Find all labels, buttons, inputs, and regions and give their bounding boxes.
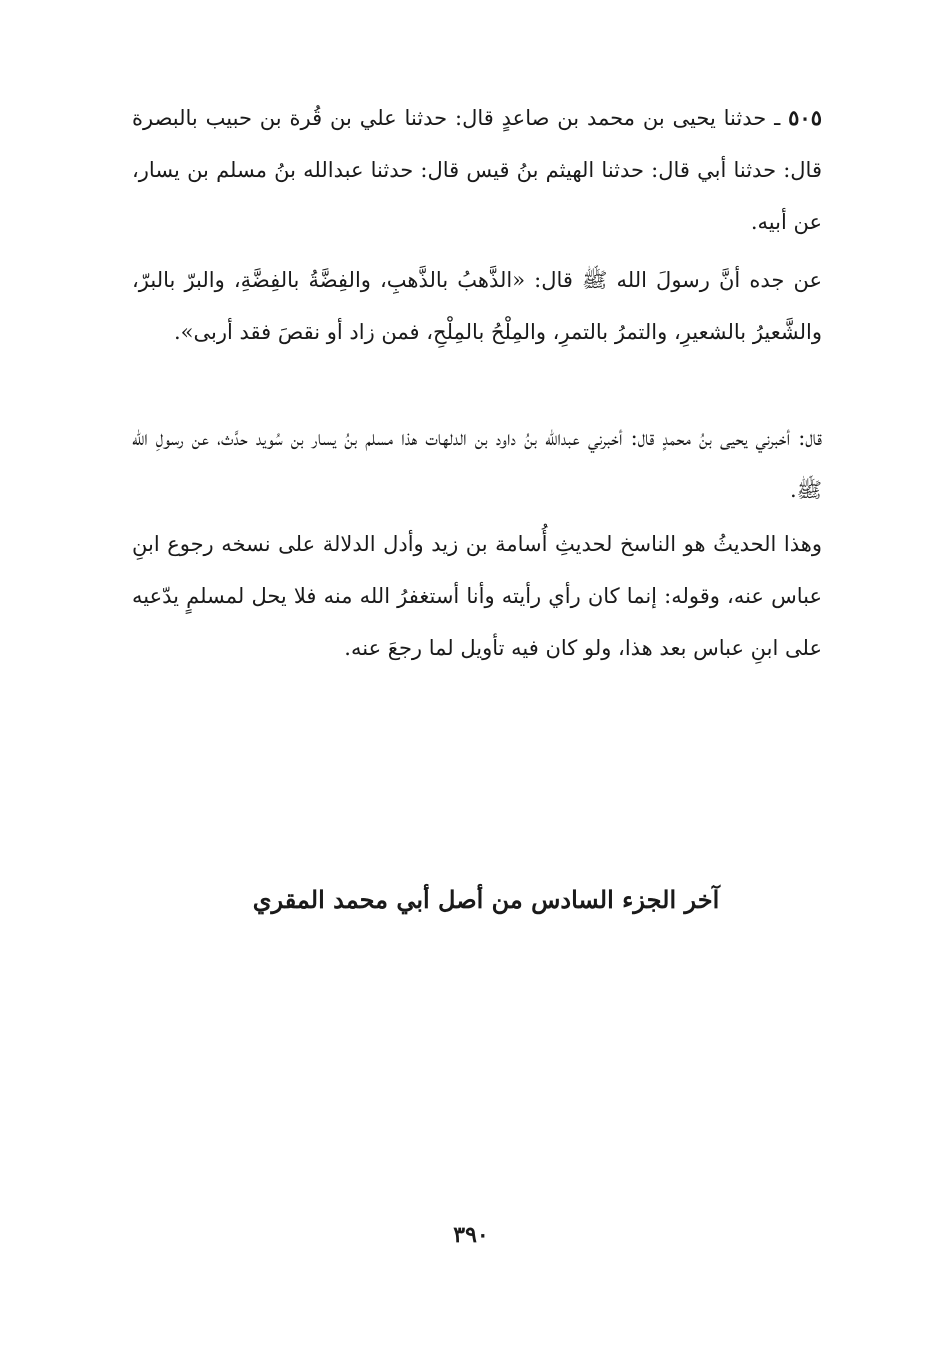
- paragraph-1-text: ـ حدثنا يحيى بن محمد بن صاعدٍ قال: حدثنا علي بن قُرة بن حبيب بالبصرة قال: حدثنا أبي قال: حدثنا الهيثم بنُ قيس قال: حدثنا عبدالله بنُ مسلم بن يسار، عن أبيه.: [132, 106, 822, 234]
- chain-note-paragraph: [132, 412, 822, 516]
- hadith-505-paragraph: [132, 92, 822, 248]
- paragraph-4-text: وهذا الحديثُ هو الناسخ لحديثِ أُسامة بن زيد وأدل الدلالة على نسخه رجوع ابنِ عباس عنه، وقوله: إنما كان رأي رأيته وأنا أستغفرُ الله منه فلا يحل لمسلمٍ يدّعيه على ابنِ عباس بعد هذا، ولو كان فيه تأويل لما رجعَ عنه.: [132, 532, 822, 660]
- paragraph-3-text: قال: أخبرني يحيى بنُ محمدٍ قال: أخبرني عبدالله بنُ داود بن الدلهات هذا مسلم بنُ يسار بن سُويد حدَّث، عن رسولِ الله ﷺ.: [132, 426, 822, 502]
- paragraph-1: [132, 92, 822, 248]
- paragraph-2-text: عن جده أنَّ رسولَ الله ﷺ قال: «الذَّهبُ بالذَّهبِ، والفِضَّةُ بالفِضَّةِ، والبرّ بالبرّ، والشَّعيرُ بالشعيرِ، والتمرُ بالتمرِ، والمِلْحُ بالمِلْحِ، فمن زاد أو نقصَ فقد أربى».: [132, 268, 822, 344]
- page-number: ٣٩٠: [453, 1222, 489, 1248]
- section-closing-title: آخر الجزء السادس من أصل أبي محمد المقري: [252, 885, 720, 914]
- hadith-text-paragraph: [132, 254, 822, 358]
- hadith-number: ٥٠٥: [788, 105, 822, 130]
- abrogation-note-paragraph: [132, 518, 822, 674]
